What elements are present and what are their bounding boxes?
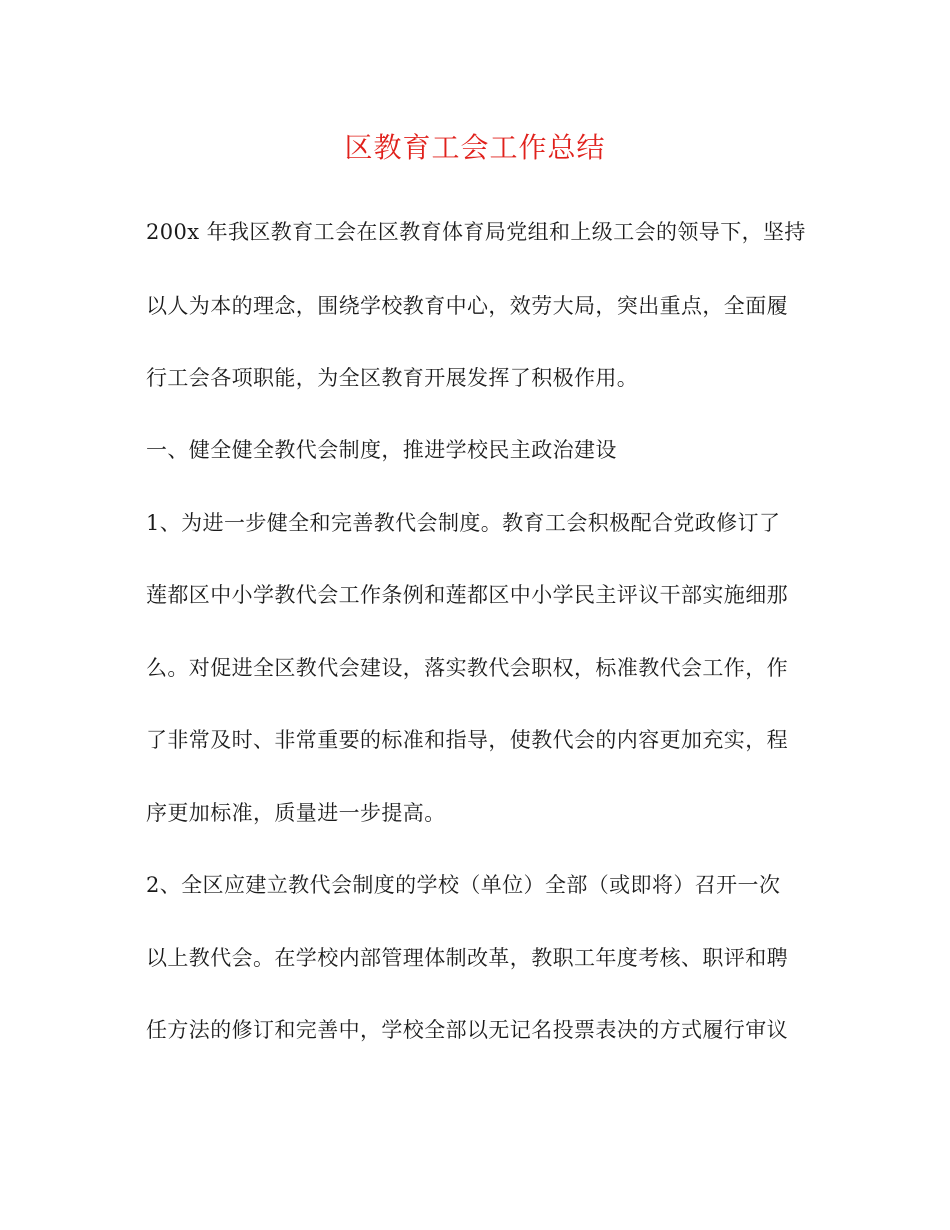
section-heading: 一、健全健全教代会制度，推进学校民主政治建设: [146, 438, 617, 462]
text-line: 以上教代会。在学校内部管理体制改革，教职工年度考核、职评和聘: [146, 946, 788, 970]
text-line: 序更加标准，质量进一步提高。: [146, 801, 446, 825]
text-line: 200x 年我区教育工会在区教育体育局党组和上级工会的领导下，坚持: [146, 220, 806, 244]
text-line: 莲都区中小学教代会工作条例和莲都区中小学民主评议干部实施细那: [146, 583, 788, 607]
text-line: 么。对促进全区教代会建设，落实教代会职权，标准教代会工作，作: [146, 656, 788, 680]
text-line: 2、全区应建立教代会制度的学校（单位）全部（或即将）召开一次: [146, 873, 781, 897]
document-title: 区教育工会工作总结: [344, 131, 606, 164]
text-line: 了非常及时、非常重要的标准和指导，使教代会的内容更加充实，程: [146, 728, 788, 752]
text-line: 1、为进一步健全和完善教代会制度。教育工会积极配合党政修订了: [146, 511, 781, 535]
text-line: 任方法的修订和完善中，学校全部以无记名投票表决的方式履行审议: [146, 1018, 788, 1042]
text-line: 行工会各项职能，为全区教育开展发挥了积极作用。: [146, 366, 639, 390]
text-line: 以人为本的理念，围绕学校教育中心，效劳大局，突出重点，全面履: [146, 294, 788, 318]
